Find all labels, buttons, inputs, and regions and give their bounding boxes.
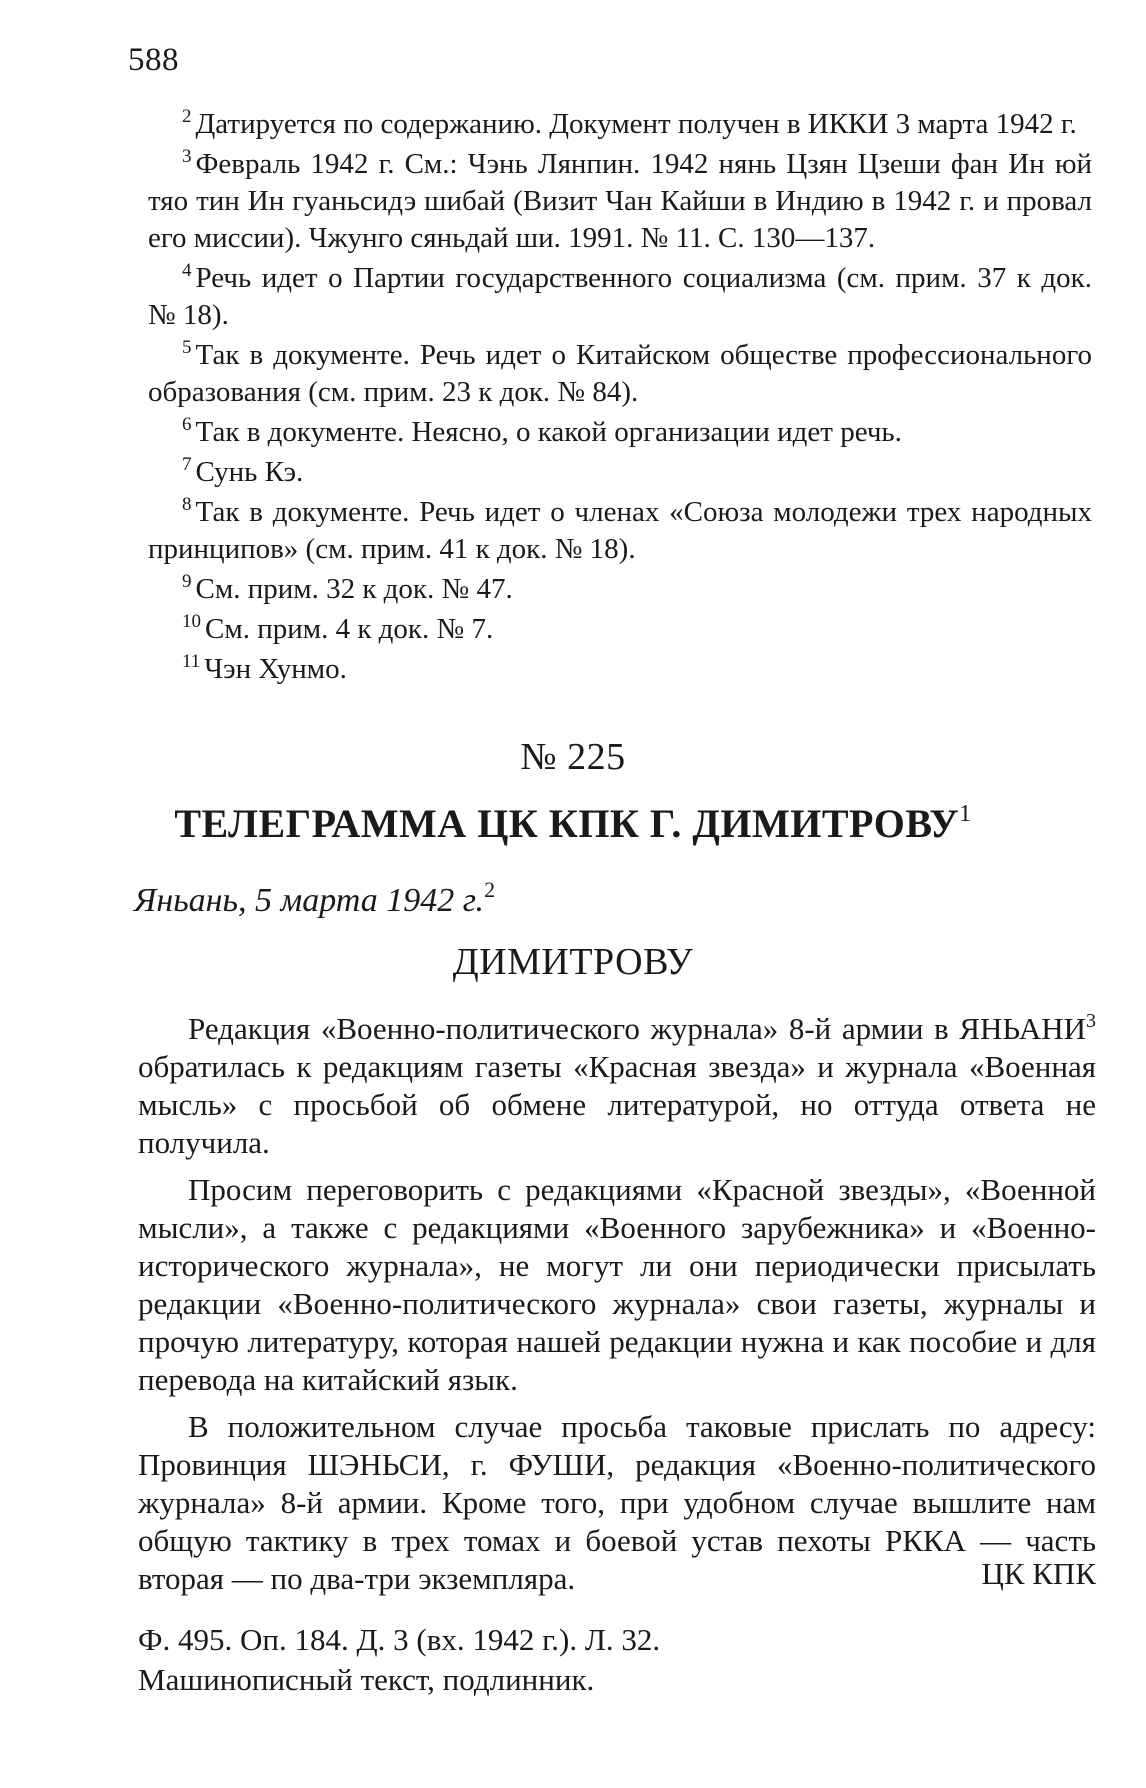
footnote <box>148 651 1092 688</box>
footnote-ref: 1 <box>959 801 972 827</box>
footnote-text: Так в документе. Речь идет о членах «Союза молодежи трех народных принципов» (см. прим. 41 к док. № 18). <box>148 496 1092 565</box>
document-number: № 225 <box>520 736 626 778</box>
footnotes <box>148 106 1092 691</box>
footnote-number: 9 <box>182 571 192 592</box>
addressee: ДИМИТРОВУ <box>452 941 694 983</box>
footnote-number: 6 <box>182 414 192 435</box>
body-paragraph <box>138 1010 1096 1162</box>
body-text: Редакция «Военно-политического журнала» 8-й армии в ЯНЬАНИ <box>188 1011 1086 1046</box>
body-text: обратилась к редакциям газеты «Красная звезда» и журнала «Военная мысль» с просьбой об обмене литературой, но оттуда ответа не получила. <box>138 1049 1096 1160</box>
document-title-text: ТЕЛЕГРАММА ЦК КПК Г. ДИМИТРОВУ <box>174 801 960 846</box>
body-paragraph: Просим переговорить с редакциями «Красной звезды», «Военной мысли», а также с редакциями «Военного зарубежника» и «Военно-исторического журнала», не могут ли они периодически присылать редакции «Военно-политического журнала» свои газеты, журналы и прочую литературу, которая нашей редакции нужна и как пособие и для перевода на китайский язык. <box>138 1172 1096 1397</box>
footnote <box>148 571 1092 608</box>
footnote <box>148 414 1092 451</box>
footnote-text: Так в документе. Речь идет о Китайском обществе профессионального образования (см. прим. 23 к док. № 84). <box>148 339 1092 408</box>
place-and-date-text: Яньань, 5 марта 1942 г. <box>134 882 485 919</box>
place-and-date <box>134 877 496 920</box>
footnote-text: Речь идет о Партии государственного социализма (см. прим. 37 к док. № 18). <box>148 262 1092 331</box>
footnote <box>148 106 1092 143</box>
telegram-body <box>138 1010 1096 1607</box>
archive-reference <box>138 1620 660 1700</box>
footnote-number: 8 <box>182 494 192 515</box>
body-paragraph: В положительном случае просьба таковые прислать по адресу: Провинция ШЭНЬСИ, г. ФУШИ, редакция «Военно-политического журнала» 8-й армии. Кроме того, при удобном случае вышлите нам общую тактику в трех томах и боевой устав пехоты РККА — часть вторая — по два-три экземпляра. <box>138 1409 1096 1596</box>
footnote-ref: 3 <box>1086 1010 1096 1032</box>
footnote <box>148 494 1092 568</box>
footnote-number: 10 <box>182 611 201 632</box>
footnote-text: Датируется по содержанию. Документ получен в ИККИ 3 марта 1942 г. <box>195 108 1077 140</box>
footnote-number: 2 <box>182 106 192 127</box>
footnote <box>148 454 1092 491</box>
archive-ref-line: Ф. 495. Оп. 184. Д. 3 (вх. 1942 г.). Л. 32. <box>138 1622 661 1657</box>
footnote-text: Февраль 1942 г. См.: Чэнь Лянпин. 1942 нянь Цзян Цзеши фан Ин юй тяо тин Ин гуаньсидэ шибай (Визит Чан Кайши в Индию в 1942 г. и провал его миссии). Чжунго сяньдай ши. 1991. № 11. С. 130—137. <box>148 148 1092 254</box>
footnote-number: 3 <box>182 146 192 167</box>
footnote <box>148 337 1092 411</box>
signature: ЦК КПК <box>981 1556 1096 1591</box>
footnote-text: Чэн Хунмо. <box>204 653 347 685</box>
footnote-text: Так в документе. Неясно, о какой организации идет речь. <box>195 416 902 448</box>
footnote-number: 7 <box>182 454 192 475</box>
footnote-text: См. прим. 32 к док. № 47. <box>195 573 513 605</box>
footnote-number: 11 <box>182 651 201 672</box>
footnote-number: 5 <box>182 337 192 358</box>
document-title <box>0 800 1146 847</box>
footnote <box>148 146 1092 257</box>
archive-note-line: Машинописный текст, подлинник. <box>138 1662 595 1697</box>
footnote-ref: 2 <box>484 877 496 902</box>
footnote-number: 4 <box>182 260 192 281</box>
footnote-text: Сунь Кэ. <box>195 456 304 488</box>
footnote <box>148 260 1092 334</box>
page-number: 588 <box>128 42 179 78</box>
footnote <box>148 611 1092 648</box>
footnote-text: См. прим. 4 к док. № 7. <box>205 613 494 645</box>
